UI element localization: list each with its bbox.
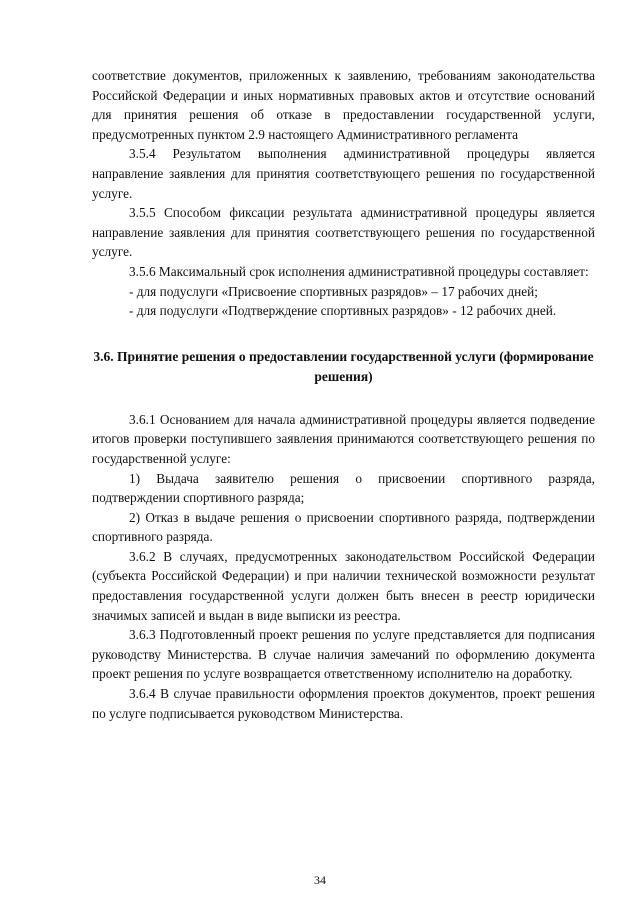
paragraph: 3.5.4 Результатом выполнения административной процедуры является направление заявления для принятия соответствующего решения по государственной услуге.	[92, 146, 595, 201]
paragraph: 3.6.2 В случаях, предусмотренных законодательством Российской Федерации (субъекта Российской Федерации) и при наличии технической возможности результат предоставления государственной услуги должен быть внесен в реестр юридически значимых записей и выдан в виде выписки из реестра.	[92, 548, 595, 623]
paragraph: 3.6.1 Основанием для начала административной процедуры является подведение итогов проверки поступившего заявления принимаются соответствующего решения по государственной услуге:	[92, 411, 595, 466]
paragraph: 1) Выдача заявителю решения о присвоении спортивного разряда, подтверждении спортивного разряда;	[92, 470, 595, 506]
paragraph: соответствие документов, приложенных к заявлению, требованиям законодательства Российской Федерации и иных нормативных правовых актов и отсутствие оснований для принятия решения об отказе в предоставлении государственной услуги, предусмотренных пунктом 2.9 настоящего Административного регламента	[92, 68, 595, 142]
paragraph-group-after	[92, 410, 595, 724]
section-heading: 3.6. Принятие решения о предоставлении государственной услуги (формирование решения)	[93, 348, 594, 384]
page-number: 34	[314, 873, 326, 887]
paragraph-group-before	[92, 66, 595, 321]
paragraph: - для подуслуги «Присвоение спортивных разрядов» – 17 рабочих дней;	[129, 283, 538, 299]
document-page	[92, 66, 595, 723]
paragraph: 3.6.3 Подготовленный проект решения по услуге представляется для подписания руководству Министерства. В случае наличия замечаний по оформлению документа проект решения по услуге возвращается ответственному исполнителю на доработку.	[92, 627, 595, 682]
paragraph: 3.5.6 Максимальный срок исполнения административной процедуры составляет:	[129, 263, 589, 279]
paragraph: - для подуслуги «Подтверждение спортивных разрядов» - 12 рабочих дней.	[129, 303, 557, 319]
paragraph: 2) Отказ в выдаче решения о присвоении спортивного разряда, подтверждении спортивного разряда.	[92, 509, 595, 545]
paragraph: 3.6.4 В случае правильности оформления проектов документов, проект решения по услуге подписывается руководством Министерства.	[92, 686, 595, 721]
paragraph: 3.5.5 Способом фиксации результата административной процедуры является направление заявления для принятия соответствующего решения по государственной услуге.	[92, 205, 595, 260]
